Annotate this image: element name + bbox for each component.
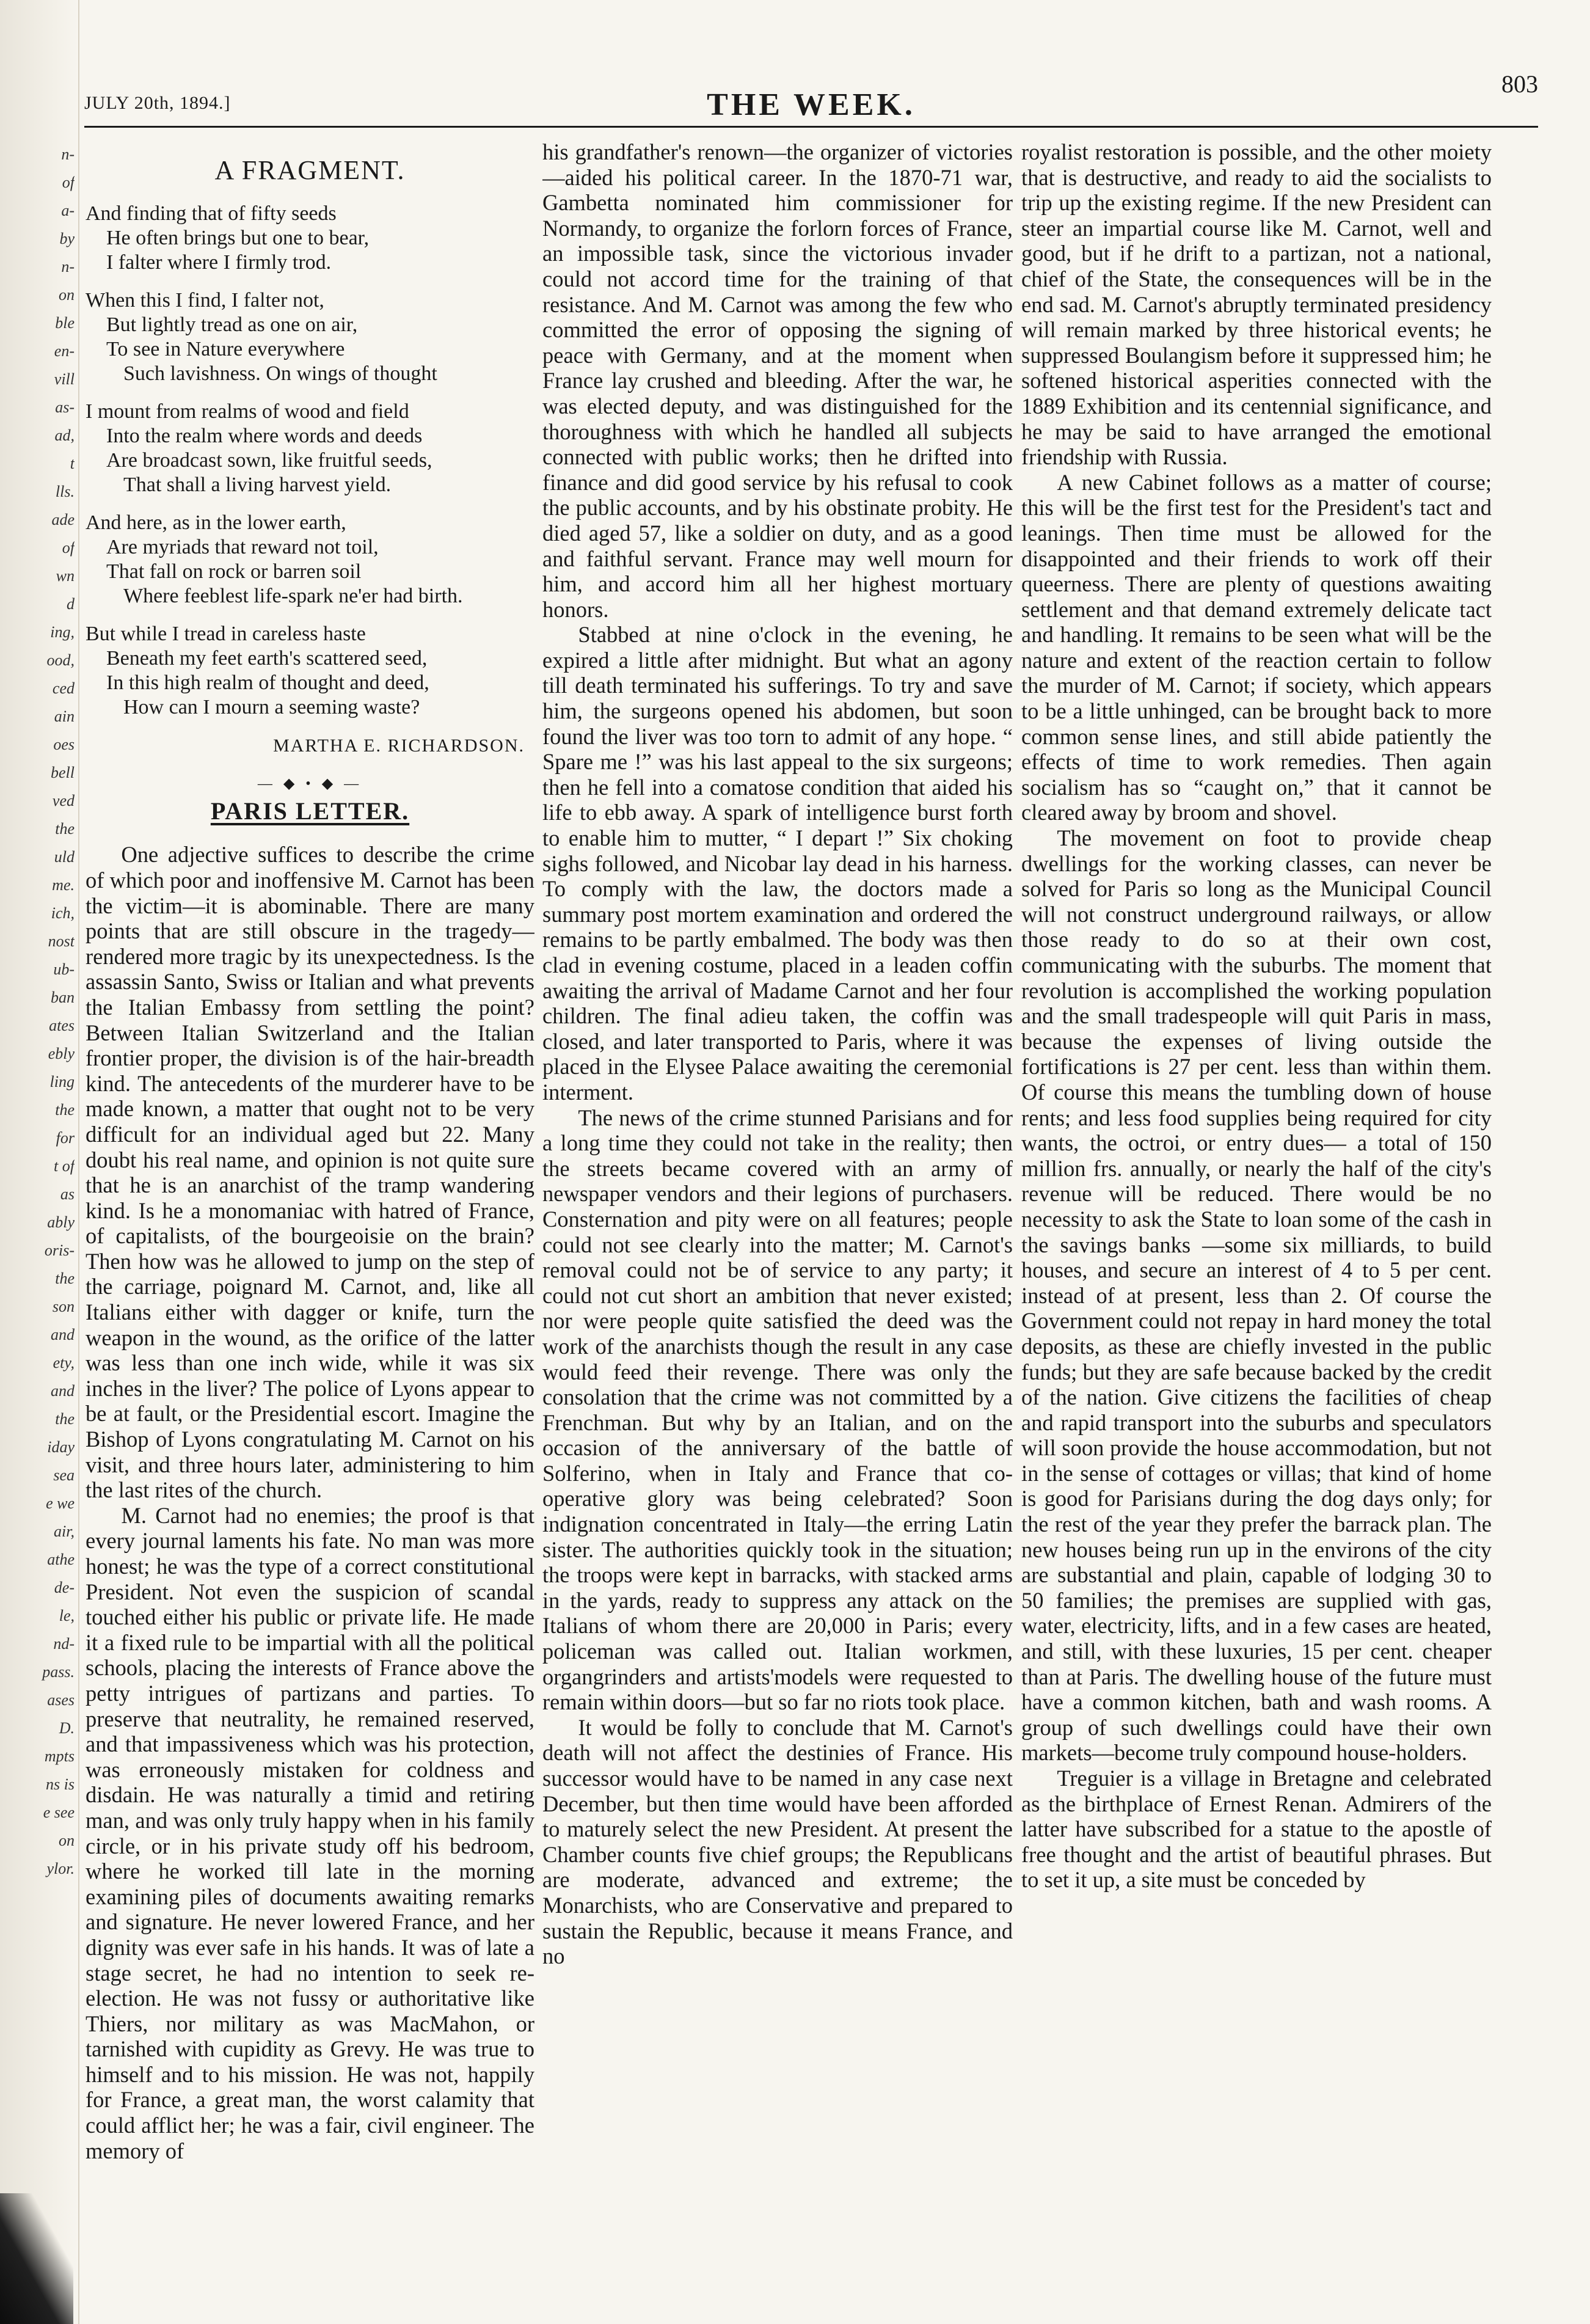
poem-line: He often brings but one to bear, (106, 226, 370, 249)
poem-line: Are broadcast sown, like fruitful seeds, (106, 448, 432, 472)
article-paragraph: Stabbed at nine o'clock in the evening, he expired a little after midnight. But what an agony till death terminated his sufferings. To try and save him, the surgeons opened his abdomen, but soon found the liver was too torn to admit of any hope. “ Spare me !” was his last appeal to the six surgeons; then he fell into a comatose condition that aided his life to ebb away. A spark of intelligence burst forth to enable him to mutter, “ I depart !” Six choking sighs followed, and Nicobar lay dead in his harness. To comply with the law, the doctors made a summary post mortem examination and ordered the remains to be partly embalmed. The body was then clad in evening costume, placed in a leaden coffin awaiting the arrival of Madame Carnot and her four children. The final adieu taken, the coffin was closed, and later transported to Paris, where it was placed in the Elysee Palace awaiting the ceremonial interment. (542, 622, 1013, 1105)
edge-fragment: nd- (53, 1635, 75, 1653)
edge-fragment: as (60, 1185, 75, 1203)
poem-line: How can I mourn a seeming waste? (123, 695, 420, 718)
adjacent-page-edge (0, 0, 79, 2324)
poem-stanza (86, 400, 534, 497)
article-body-col2 (542, 139, 1013, 1969)
poem-line: Such lavishness. On wings of thought (123, 362, 437, 385)
poem-line: Beneath my feet earth's scattered seed, (106, 646, 428, 670)
edge-fragment: the (55, 820, 75, 838)
edge-fragment: ade (51, 511, 75, 528)
edge-fragment: by (59, 230, 75, 247)
page-header (84, 61, 1538, 122)
poem-line: I mount from realms of wood and field (86, 400, 409, 423)
article-paragraph: royalist restoration is possible, and the other moiety that is destructive, and ready to aid the socialists to trip up the existing regime. If the new President can steer an impartial course like M. Carnot, well and good, but if he drift to a partizan, not a national, chief of the State, the consequences will be in the end sad. M. Carnot's abruptly terminated presidency will remain marked by three historical events; he suppressed Boulangism before it suppressed him; he softened historical asperities connected with the 1889 Exhibition and its centennial significance, and he may be said to have arranged the emotional friendship with Russia. (1021, 139, 1492, 470)
poem-stanza (86, 622, 534, 720)
edge-fragment: t (70, 455, 75, 472)
edge-fragment: ban (51, 988, 75, 1006)
column-3 (1021, 139, 1492, 2302)
poem-body (86, 202, 534, 720)
edge-fragment: the (55, 1270, 75, 1287)
poem-line: In this high realm of thought and deed, (106, 671, 429, 694)
edge-fragment: son (52, 1298, 75, 1315)
poem-line: Where feeblest life-spark ne'er had birth. (123, 584, 463, 607)
edge-fragment: vill (54, 370, 75, 388)
edge-fragment: and (51, 1382, 75, 1400)
edge-fragment: lls. (55, 483, 75, 500)
edge-fragment: ably (47, 1213, 75, 1231)
poem-line: I falter where I firmly trod. (106, 250, 332, 274)
edge-fragment: ety, (53, 1354, 75, 1372)
edge-fragment: e we (46, 1494, 75, 1512)
issue-date: JULY 20th, 1894.] (84, 93, 231, 113)
edge-fragment: ain (54, 707, 75, 725)
poem-line: And finding that of fifty seeds (86, 202, 337, 225)
poem-line: And here, as in the lower earth, (86, 511, 346, 534)
edge-fragment: me. (52, 876, 75, 894)
poem-author: MARTHA E. RICHARDSON. (273, 735, 525, 756)
edge-fragment: ich, (51, 904, 75, 922)
article-body-col3 (1021, 139, 1492, 1893)
edge-fragment: on (59, 286, 75, 304)
edge-fragment: ved (52, 792, 75, 809)
article-paragraph: It would be folly to conclude that M. Carnot's death will not affect the destinies of France. His successor would have to be named in any case next December, but then time would have been afforded to maturely select the new President. At present the Chamber counts five chief groups; the Republicans are moderate, advanced and extreme; the Monarchists, who are Conservative and prepared to sustain the Republic, because it means France, and no (542, 1714, 1013, 1969)
article-paragraph: A new Cabinet follows as a matter of course; this will be the first test for the President's tact and leanings. Then time must be allowed for the disappointed and their friends to work off their queerness. There are plenty of questions awaiting settlement and that demand extremely delicate tact and handling. It remains to be seen what will be the nature and extent of the reaction certain to follow the murder of M. Carnot; if society, which appears to be a little unhinged, can be brought back to more common sense lines, and still abide patiently the effects of time to work remedies. Then again socialism has so “caught on,” that it cannot be cleared away by broom and shovel. (1021, 469, 1492, 825)
article-paragraph: M. Carnot had no enemies; the proof is that every journal laments his fate. No man was more honest; he was the type of a correct constitutional President. Not even the suspicion of scandal touched either his public or private life. He made it a fixed rule to be impartial with all the political schools, placing the interests of France above the petty intrigues of partizans and parties. To preserve that neutrality, he remained reserved, and that impassiveness which was his protection, was erroneously mistaken for coldness and disdain. He was naturally a timid and retiring man, and was only truly happy when in his family circle, or in his private study off his bedroom, where he worked till late in the morning examining piles of documents awaiting remarks and signature. He never lowered France, and her dignity was ever safe in his hands. It was of late a stage secret, he had no intention to seek re-election. He was not fussy or authoritative like Thiers, nor military as was MacMahon, or tarnished with cupidity as Grevy. He was true to himself and to his mission. He was not, happily for France, a great man, the worst calamity that could afflict her; he was a fair, civil engineer. The memory of (86, 1502, 534, 2163)
edge-fragment: ebly (48, 1045, 75, 1062)
poem-line: But while I tread in careless haste (86, 622, 366, 645)
article-paragraph: The movement on foot to provide cheap dwellings for the working classes, can never be solved for Paris so long as the Municipal Council will not construct underground railways, or allow those ready to do so at their own cost, communicating with the suburbs. The moment that revolution is accomplished the working population and the small tradespeople will quit Paris in mass, because the expenses of living outside the fortifications is 27 per cent. less than within them. Of course this means the tumbling down of house rents; and less food supplies being required for city wants, the octroi, or entry dues— a total of 150 million frs. annually, or nearly the half of the city's revenue will be reduced. There would be no necessity to ask the State to loan some of the cash in the savings banks —some six milliards, to build houses, and secure an interest of 4 to 5 per cent. instead of at present, less than 2. Of course the Government could not repay in hard money the total deposits, as these are chiefly invested in the public funds; but they are safe because backed by the credit of the nation. Give citizens the facilities of cheap and rapid transport into the suburbs and speculators will soon provide the house accommodation, but not in the sense of cottages or villas; that kind of home is good for Parisians during the dog days only; for the rest of the year they prefer the barrack plan. The new houses being run up in the environs of the city are substantial and plain, capable of lodging 30 to 50 families; the premises are supplied with gas, water, electricity, lifts, and in a few cases are heated, and still, with these luxuries, 15 per cent. cheaper than at Paris. The dwelling house of the future must have a common kitchen, bath and wash rooms. A group of such dwellings could have their own markets—become truly compound house-holders. (1021, 825, 1492, 1766)
edge-fragment: ub- (53, 960, 75, 978)
poem-line: Are myriads that reward not toil, (106, 535, 379, 558)
edge-fragment: iday (47, 1438, 75, 1456)
edge-fragment: de- (54, 1579, 75, 1596)
edge-fragment: ad, (54, 426, 75, 444)
edge-fragment: of (62, 539, 75, 557)
article-paragraph: The news of the crime stunned Parisians and for a long time they could not take in the reality; then the streets became covered with an army of newspaper vendors and their legions of purchasers. Consternation and pity were on all features; people could not see clearly into the matter; M. Carnot's removal could not be of service to any party; it could not cut short an ambition that never existed; nor were people quite satisfied the deed was the work of the anarchists though the result in any case would feed their revenge. There was only the consolation that the crime was not committed by a Frenchman. But why by an Italian, and on the occasion of the anniversary of the battle of Solferino, when in Italy and France that co-operative glory was being celebrated? Soon indignation concentrated in Italy—the erring Latin sister. The authorities quickly took in the situation; the troops were kept in barracks, with stacked arms in the yards, ready to suppress any attack on the Italians of whom there are 20,000 in Paris; every policeman was called out. Italian workmen, organgrinders and artists'models were requested to remain within doors—but so far no riots took place. (542, 1105, 1013, 1715)
header-rule (84, 126, 1538, 128)
edge-fragment: a- (61, 202, 75, 219)
poem-line: That shall a living harvest yield. (123, 473, 392, 496)
poem-stanza (86, 511, 534, 608)
edge-fragment: uld (54, 848, 75, 866)
article-title: PARIS LETTER. (210, 797, 410, 825)
poem-stanza (86, 202, 534, 275)
article-body-col1 (86, 842, 534, 2163)
edge-fragment: on (59, 1832, 75, 1849)
publication-title: THE WEEK. (707, 87, 916, 122)
edge-fragment: n- (61, 145, 75, 163)
edge-fragment: athe (47, 1551, 75, 1568)
article-paragraph: his grandfather's renown—the organizer of victories—aided his political career. In the 1870-71 war, Gambetta nominated him commissioner for Normandy, to organize the forlorn forces of France, an impossible task, since the victorious invader could not accord time for the training of that resistance. And M. Carnot was among the few who committed the error of opposing the signing of peace with Germany, and at the moment when France lay crushed and bleeding. After the war, he was elected deputy, and was distinguished for the thoroughness with which he handled all subjects connected with public works; then he drifted into finance and did good service by his refusal to cook the public accounts, and by his obstinate probity. He died aged 57, like a soldier on duty, and as a good and faithful servant. France may well mourn for him, and accord him all her highest mortuary honors. (542, 139, 1013, 622)
edge-fragment: sea (53, 1466, 75, 1484)
edge-fragment: air, (54, 1522, 75, 1540)
edge-fragment: oris- (44, 1241, 75, 1259)
edge-fragment: and (51, 1326, 75, 1343)
edge-fragment: t of (54, 1157, 75, 1175)
edge-fragment: ns is (46, 1775, 75, 1793)
edge-fragment: ling (49, 1073, 75, 1091)
edge-fragment: ates (49, 1017, 75, 1034)
edge-fragment: n- (61, 258, 75, 276)
poem-line: When this I find, I falter not, (86, 288, 324, 312)
column-2 (542, 139, 1013, 2302)
edge-fragment: wn (56, 567, 75, 585)
poem-line: But lightly tread as one on air, (106, 313, 358, 336)
edge-fragment: mpts (44, 1747, 75, 1765)
edge-fragment: ble (55, 314, 75, 332)
edge-fragment: of (62, 174, 75, 191)
edge-fragment: ylor. (46, 1860, 75, 1877)
edge-fragment: D. (59, 1719, 75, 1737)
edge-fragment: ced (52, 679, 75, 697)
edge-fragment: e see (43, 1803, 75, 1821)
edge-fragment: the (55, 1101, 75, 1119)
section-ornament: — ◆ • ◆ — (257, 776, 363, 792)
edge-fragment: nost (48, 932, 75, 950)
edge-fragment: ases (47, 1691, 75, 1709)
edge-fragment: bell (51, 764, 75, 781)
edge-fragment: as- (55, 398, 75, 416)
book-spine-shadow (0, 2193, 73, 2324)
page-number: 803 (1501, 70, 1538, 98)
edge-fragment: for (56, 1129, 75, 1147)
edge-fragment: oes (53, 736, 75, 753)
poem-line: Into the realm where words and deeds (106, 424, 423, 447)
edge-fragment: en- (54, 342, 75, 360)
edge-fragment: pass. (42, 1663, 75, 1681)
article-paragraph: Treguier is a village in Bretagne and celebrated as the birthplace of Ernest Renan. Admirers of the latter have subscribed for a statue to the apostle of free thought and the artist of beautiful phrases. But to set it up, a site must be conceded by (1021, 1766, 1492, 1893)
edge-fragment: the (55, 1410, 75, 1428)
edge-fragment: ood, (46, 651, 75, 669)
poem-stanza (86, 288, 534, 386)
poem-title: A FRAGMENT. (214, 155, 406, 185)
edge-fragment: d (67, 595, 75, 613)
edge-fragment: ing, (50, 623, 75, 641)
adjacent-page-fragments (2, 141, 75, 1883)
poem-line: To see in Nature everywhere (106, 337, 345, 360)
edge-fragment: le, (59, 1607, 75, 1624)
article-paragraph: One adjective suffices to describe the crime of which poor and inoffensive M. Carnot has been the victim—it is abominable. There are many points that are still obscure in the tragedy—rendered more tragic by its unexpectedness. Is the assassin Santo, Swiss or Italian and what prevents the Italian Embassy from settling the point? Between Italian Switzerland and the Italian frontier proper, the division is of the hair-breadth kind. The antecedents of the murderer have to be made known, a matter that ought not to be very difficult for an individual aged but 22. Many doubt his real name, and opinion is not quite sure that he is an anarchist of the tramp wandering kind. Is he a monomaniac with hatred of France, of capitalists, of the bourgeoisie on the brain? Then how was he allowed to jump on the step of the carriage, poignard M. Carnot, and, like all Italians either with dagger or knife, turn the weapon in the wound, as the orifice of the latter was less than one inch wide, while it was six inches in the liver? The police of Lyons appear to be at fault, or the Presidential escort. Imagine the Bishop of Lyons congratulating M. Carnot on his visit, and three hours later, administering to him the last rites of the church. (86, 842, 534, 1503)
poem-line: That fall on rock or barren soil (106, 560, 362, 583)
column-1 (86, 139, 534, 2302)
